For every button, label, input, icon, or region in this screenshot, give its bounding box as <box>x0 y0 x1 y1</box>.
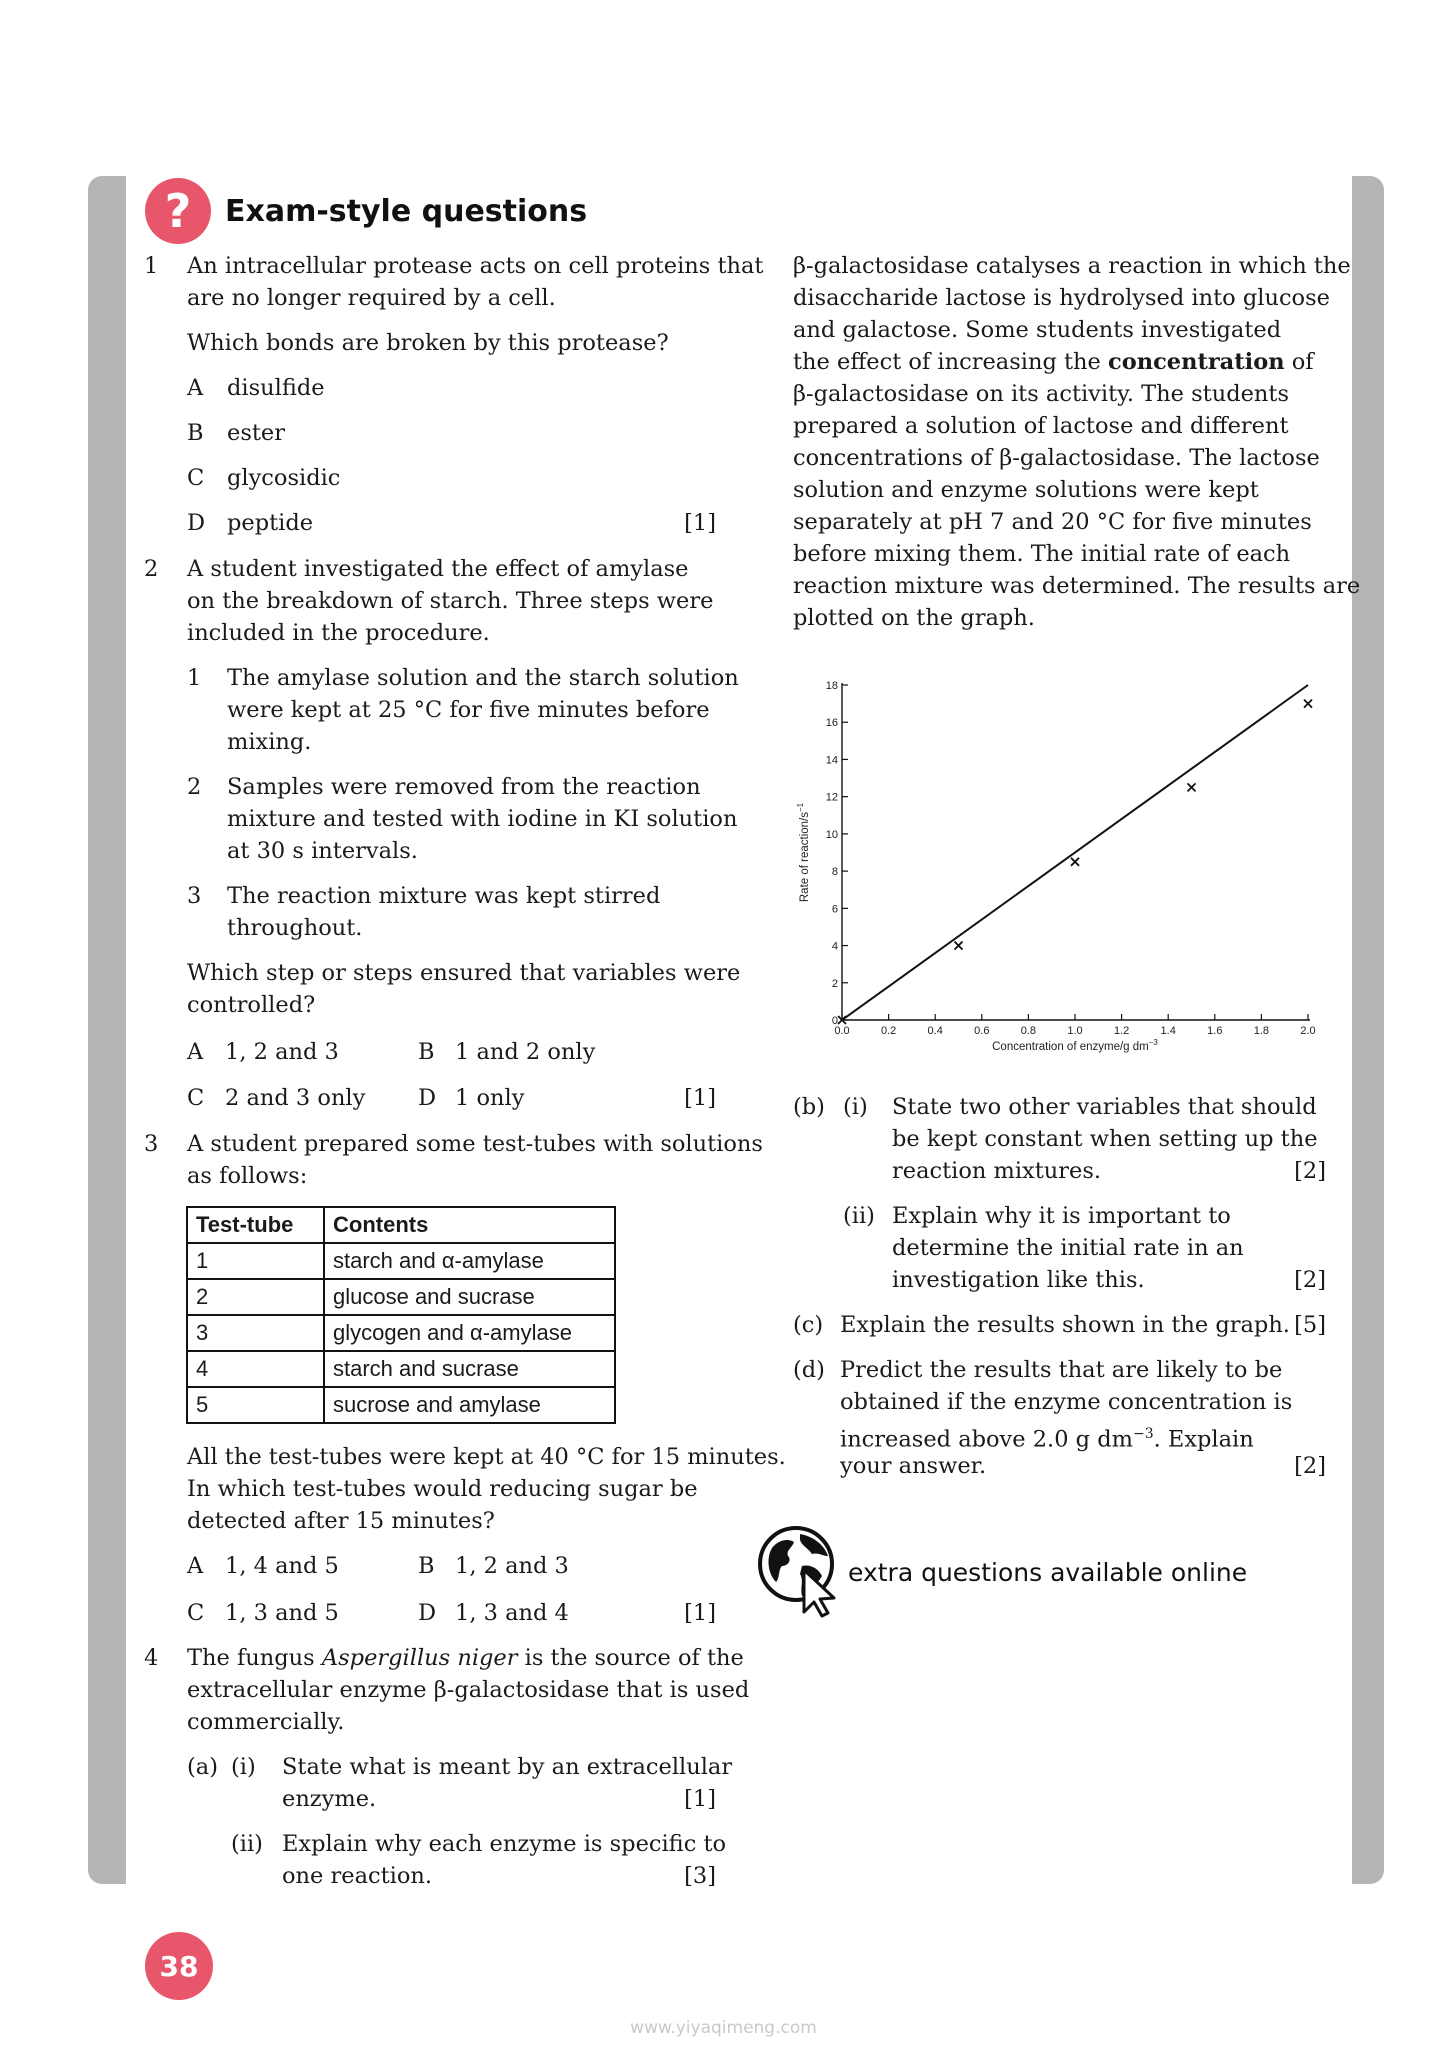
q1-option-text: glycosidic <box>227 465 341 491</box>
q2-question: Which step or steps ensured that variables were <box>187 960 741 986</box>
q2-stem: A student investigated the effect of amylase <box>187 556 689 582</box>
q4b-ii-text: determine the initial rate in an <box>892 1235 1244 1261</box>
footer-watermark: www.yiyaqimeng.com <box>630 2018 817 2038</box>
best-fit-line <box>842 685 1308 1020</box>
q4a-ii-marks: [3] <box>684 1863 716 1889</box>
q4-number: 4 <box>144 1645 159 1671</box>
q1-option-text: ester <box>227 420 285 446</box>
table-row <box>187 1315 615 1351</box>
data-point <box>1188 783 1196 791</box>
table-cell: sucrose and amylase <box>324 1387 615 1423</box>
x-tick-label: 0.0 <box>834 1025 850 1037</box>
q3-option-letter: C <box>187 1600 205 1626</box>
y-tick-label: 2 <box>831 977 838 990</box>
q4-intro-bold: concentration <box>1108 349 1285 375</box>
y-tick-label: 6 <box>831 903 838 916</box>
right-margin-bar <box>1352 176 1384 1884</box>
q3-option-letter: B <box>418 1553 435 1579</box>
q4-intro-line: reaction mixture was determined. The results are <box>793 573 1361 599</box>
q4d-text-part: . Explain <box>1153 1426 1254 1453</box>
column-header: Contents <box>324 1207 615 1243</box>
rate-vs-concentration-chart <box>790 658 1320 1058</box>
globe-cursor-icon <box>758 1526 840 1618</box>
q4b-ii-text: investigation like this. <box>892 1267 1145 1293</box>
q4b-i-marks: [2] <box>1294 1158 1326 1184</box>
q2-marks: [1] <box>684 1085 716 1111</box>
x-tick-label: 1.4 <box>1160 1025 1176 1037</box>
q3-stem: A student prepared some test-tubes with solutions <box>187 1131 763 1157</box>
column-header: Test-tube <box>187 1207 324 1243</box>
data-point <box>1071 858 1079 866</box>
q2-option-letter: C <box>187 1085 205 1111</box>
q2-step-number: 1 <box>187 665 202 691</box>
q4d-text: your answer. <box>840 1453 987 1479</box>
q2-step-text: throughout. <box>227 915 363 941</box>
q1-option-letter: A <box>187 375 204 401</box>
q4-intro-text: the effect of increasing the <box>793 349 1108 375</box>
q4-stem: extracellular enzyme β-galactosidase that is used <box>187 1677 750 1703</box>
q1-option-text: disulfide <box>227 375 325 401</box>
q3-number: 3 <box>144 1131 159 1157</box>
q4b-ii-text: Explain why it is important to <box>892 1203 1231 1229</box>
table-cell: 5 <box>187 1387 324 1423</box>
q2-step-text: The reaction mixture was kept stirred <box>227 883 661 909</box>
x-tick-label: 0.2 <box>880 1025 897 1037</box>
q1-option-text: peptide <box>227 510 314 536</box>
table-row <box>187 1279 615 1315</box>
q1-stem: are no longer required by a cell. <box>187 285 556 311</box>
table-cell: starch and α-amylase <box>324 1243 615 1279</box>
q2-step-text: Samples were removed from the reaction <box>227 774 701 800</box>
x-tick-label: 0.6 <box>974 1025 990 1037</box>
q4d-text: Predict the results that are likely to be <box>840 1357 1283 1383</box>
data-point <box>955 942 963 950</box>
y-tick-label: 14 <box>825 754 838 767</box>
extra-questions-text: extra questions available online <box>848 1557 1248 1587</box>
q4-intro-line: disaccharide lactose is hydrolysed into glucose <box>793 285 1330 311</box>
left-margin-bar <box>88 176 126 1884</box>
q4d-text-part: increased above 2.0 g dm <box>840 1426 1133 1453</box>
page-number: 38 <box>145 1932 213 2000</box>
q2-option-text: 1, 2 and 3 <box>225 1039 339 1065</box>
q4-intro-line: solution and enzyme solutions were kept <box>793 477 1259 503</box>
q4d-text: obtained if the enzyme concentration is <box>840 1389 1293 1415</box>
q4-stem: commercially. <box>187 1709 345 1735</box>
q2-step-number: 2 <box>187 774 202 800</box>
q1-option-letter: D <box>187 510 206 536</box>
q1-option-letter: B <box>187 420 204 446</box>
extra-questions-banner[interactable] <box>758 1526 1247 1618</box>
q2-step-text: The amylase solution and the starch solution <box>227 665 739 691</box>
table-cell: glucose and sucrase <box>324 1279 615 1315</box>
q2-option-text: 1 and 2 only <box>455 1039 596 1065</box>
q4c-marks: [5] <box>1294 1312 1326 1338</box>
table-row <box>187 1243 615 1279</box>
x-tick-label: 1.8 <box>1253 1025 1270 1037</box>
y-tick-label: 8 <box>831 866 838 879</box>
q4a-i-label: (i) <box>231 1754 256 1780</box>
q4b-i-text: State two other variables that should <box>892 1094 1317 1120</box>
q4-intro-line: prepared a solution of lactose and different <box>793 413 1289 439</box>
q3-text: In which test-tubes would reducing sugar be <box>187 1476 698 1502</box>
table-row <box>187 1387 615 1423</box>
q4-intro-line: before mixing them. The initial rate of each <box>793 541 1291 567</box>
q4-intro-text: of <box>1284 349 1314 375</box>
q4a-ii-text: one reaction. <box>282 1863 433 1889</box>
q4d-label: (d) <box>793 1357 825 1383</box>
q4b-i-label: (i) <box>843 1094 868 1120</box>
table-cell: 3 <box>187 1315 324 1351</box>
q4-intro-line: β-galactosidase on its activity. The students <box>793 381 1289 407</box>
q1-option-letter: C <box>187 465 205 491</box>
species-name: Aspergillus niger <box>321 1645 518 1671</box>
q3-stem: as follows: <box>187 1163 308 1189</box>
q4b-ii-marks: [2] <box>1294 1267 1326 1293</box>
q2-question: controlled? <box>187 992 316 1018</box>
q4-intro-line: and galactose. Some students investigated <box>793 317 1282 343</box>
x-tick-label: 1.2 <box>1113 1025 1130 1037</box>
q4b-i-text: be kept constant when setting up the <box>892 1126 1318 1152</box>
q4a-label: (a) <box>187 1754 218 1780</box>
q2-step-text: mixture and tested with iodine in KI solution <box>227 806 738 832</box>
q2-step-text: were kept at 25 °C for five minutes before <box>227 697 710 723</box>
q1-stem: An intracellular protease acts on cell proteins that <box>187 253 764 279</box>
table-cell: 4 <box>187 1351 324 1387</box>
q4-stem-pre: The fungus <box>187 1645 322 1671</box>
q2-step-text: at 30 s intervals. <box>227 838 418 864</box>
q3-option-text: 1, 3 and 4 <box>455 1600 569 1626</box>
q3-option-text: 1, 2 and 3 <box>455 1553 569 1579</box>
test-tube-table <box>186 1206 616 1424</box>
q4b-ii-label: (ii) <box>843 1203 875 1229</box>
q2-option-letter: A <box>187 1039 204 1065</box>
q1-question: Which bonds are broken by this protease? <box>187 330 669 356</box>
x-axis-label: Concentration of enzyme/g $dm^{-3}$ <box>992 1038 1158 1053</box>
q1-number: 1 <box>144 253 159 279</box>
q3-text: detected after 15 minutes? <box>187 1508 495 1534</box>
q3-marks: [1] <box>684 1600 716 1626</box>
x-tick-label: 1.0 <box>1067 1025 1083 1037</box>
section-header <box>145 178 587 244</box>
q4a-i-text: State what is meant by an extracellular <box>282 1754 733 1780</box>
x-tick-label: 1.6 <box>1207 1025 1223 1037</box>
q2-stem: on the breakdown of starch. Three steps were <box>187 588 714 614</box>
y-tick-label: 4 <box>831 940 838 953</box>
q4-stem-post: is the source of the <box>517 1645 744 1671</box>
q4a-i-text: enzyme. <box>282 1786 377 1812</box>
table-cell: 1 <box>187 1243 324 1279</box>
q4b-label: (b) <box>793 1094 825 1120</box>
q2-option-letter: D <box>418 1085 437 1111</box>
page-title: Exam-style questions <box>225 193 588 229</box>
data-point <box>1304 700 1312 708</box>
y-tick-label: 10 <box>825 828 838 841</box>
table-row <box>187 1351 615 1387</box>
q2-step-number: 3 <box>187 883 202 909</box>
q4b-i-text: reaction mixtures. <box>892 1158 1102 1184</box>
y-tick-label: 12 <box>825 791 838 804</box>
table-header-row <box>187 1207 615 1243</box>
q3-text: All the test-tubes were kept at 40 °C for 15 minutes. <box>187 1444 786 1470</box>
q4c-text: Explain the results shown in the graph. <box>840 1312 1290 1338</box>
q3-option-letter: D <box>418 1600 437 1626</box>
q2-option-letter: B <box>418 1039 435 1065</box>
q4-intro-line: β-galactosidase catalyses a reaction in which the <box>793 253 1351 279</box>
q4a-ii-text: Explain why each enzyme is specific to <box>282 1831 727 1857</box>
q4-intro-line <box>793 346 1314 378</box>
q4-intro-line: plotted on the graph. <box>793 605 1035 631</box>
q3-option-text: 1, 4 and 5 <box>225 1553 339 1579</box>
q4-intro-line: separately at pH 7 and 20 °C for five minutes <box>793 509 1312 535</box>
y-tick-label: 18 <box>825 680 838 692</box>
q4c-label: (c) <box>793 1312 824 1338</box>
question-mark-icon: ? <box>145 178 211 244</box>
q2-option-text: 1 only <box>455 1085 525 1111</box>
q4a-ii-label: (ii) <box>231 1831 263 1857</box>
x-tick-label: 0.4 <box>927 1025 943 1037</box>
q4-stem <box>187 1642 744 1674</box>
table-cell: starch and sucrase <box>324 1351 615 1387</box>
q2-stem: included in the procedure. <box>187 620 490 646</box>
table-cell: 2 <box>187 1279 324 1315</box>
q3-option-text: 1, 3 and 5 <box>225 1600 339 1626</box>
x-tick-label: 2.0 <box>1300 1025 1316 1037</box>
q2-number: 2 <box>144 556 159 582</box>
q3-option-letter: A <box>187 1553 204 1579</box>
q4d-superscript: −3 <box>1132 1426 1154 1442</box>
table-cell: glycogen and α-amylase <box>324 1315 615 1351</box>
y-tick-label: 0 <box>831 1015 838 1027</box>
y-axis-label: Rate of reaction/$s^{-1}$ <box>796 802 811 903</box>
q2-option-text: 2 and 3 only <box>225 1085 366 1111</box>
q4a-i-marks: [1] <box>684 1786 716 1812</box>
x-tick-label: 0.8 <box>1020 1025 1037 1037</box>
y-tick-label: 16 <box>825 717 838 730</box>
q4-intro-line: concentrations of β-galactosidase. The lactose <box>793 445 1320 471</box>
q2-step-text: mixing. <box>227 729 312 755</box>
q1-marks: [1] <box>684 510 716 536</box>
q4d-marks: [2] <box>1294 1453 1326 1479</box>
